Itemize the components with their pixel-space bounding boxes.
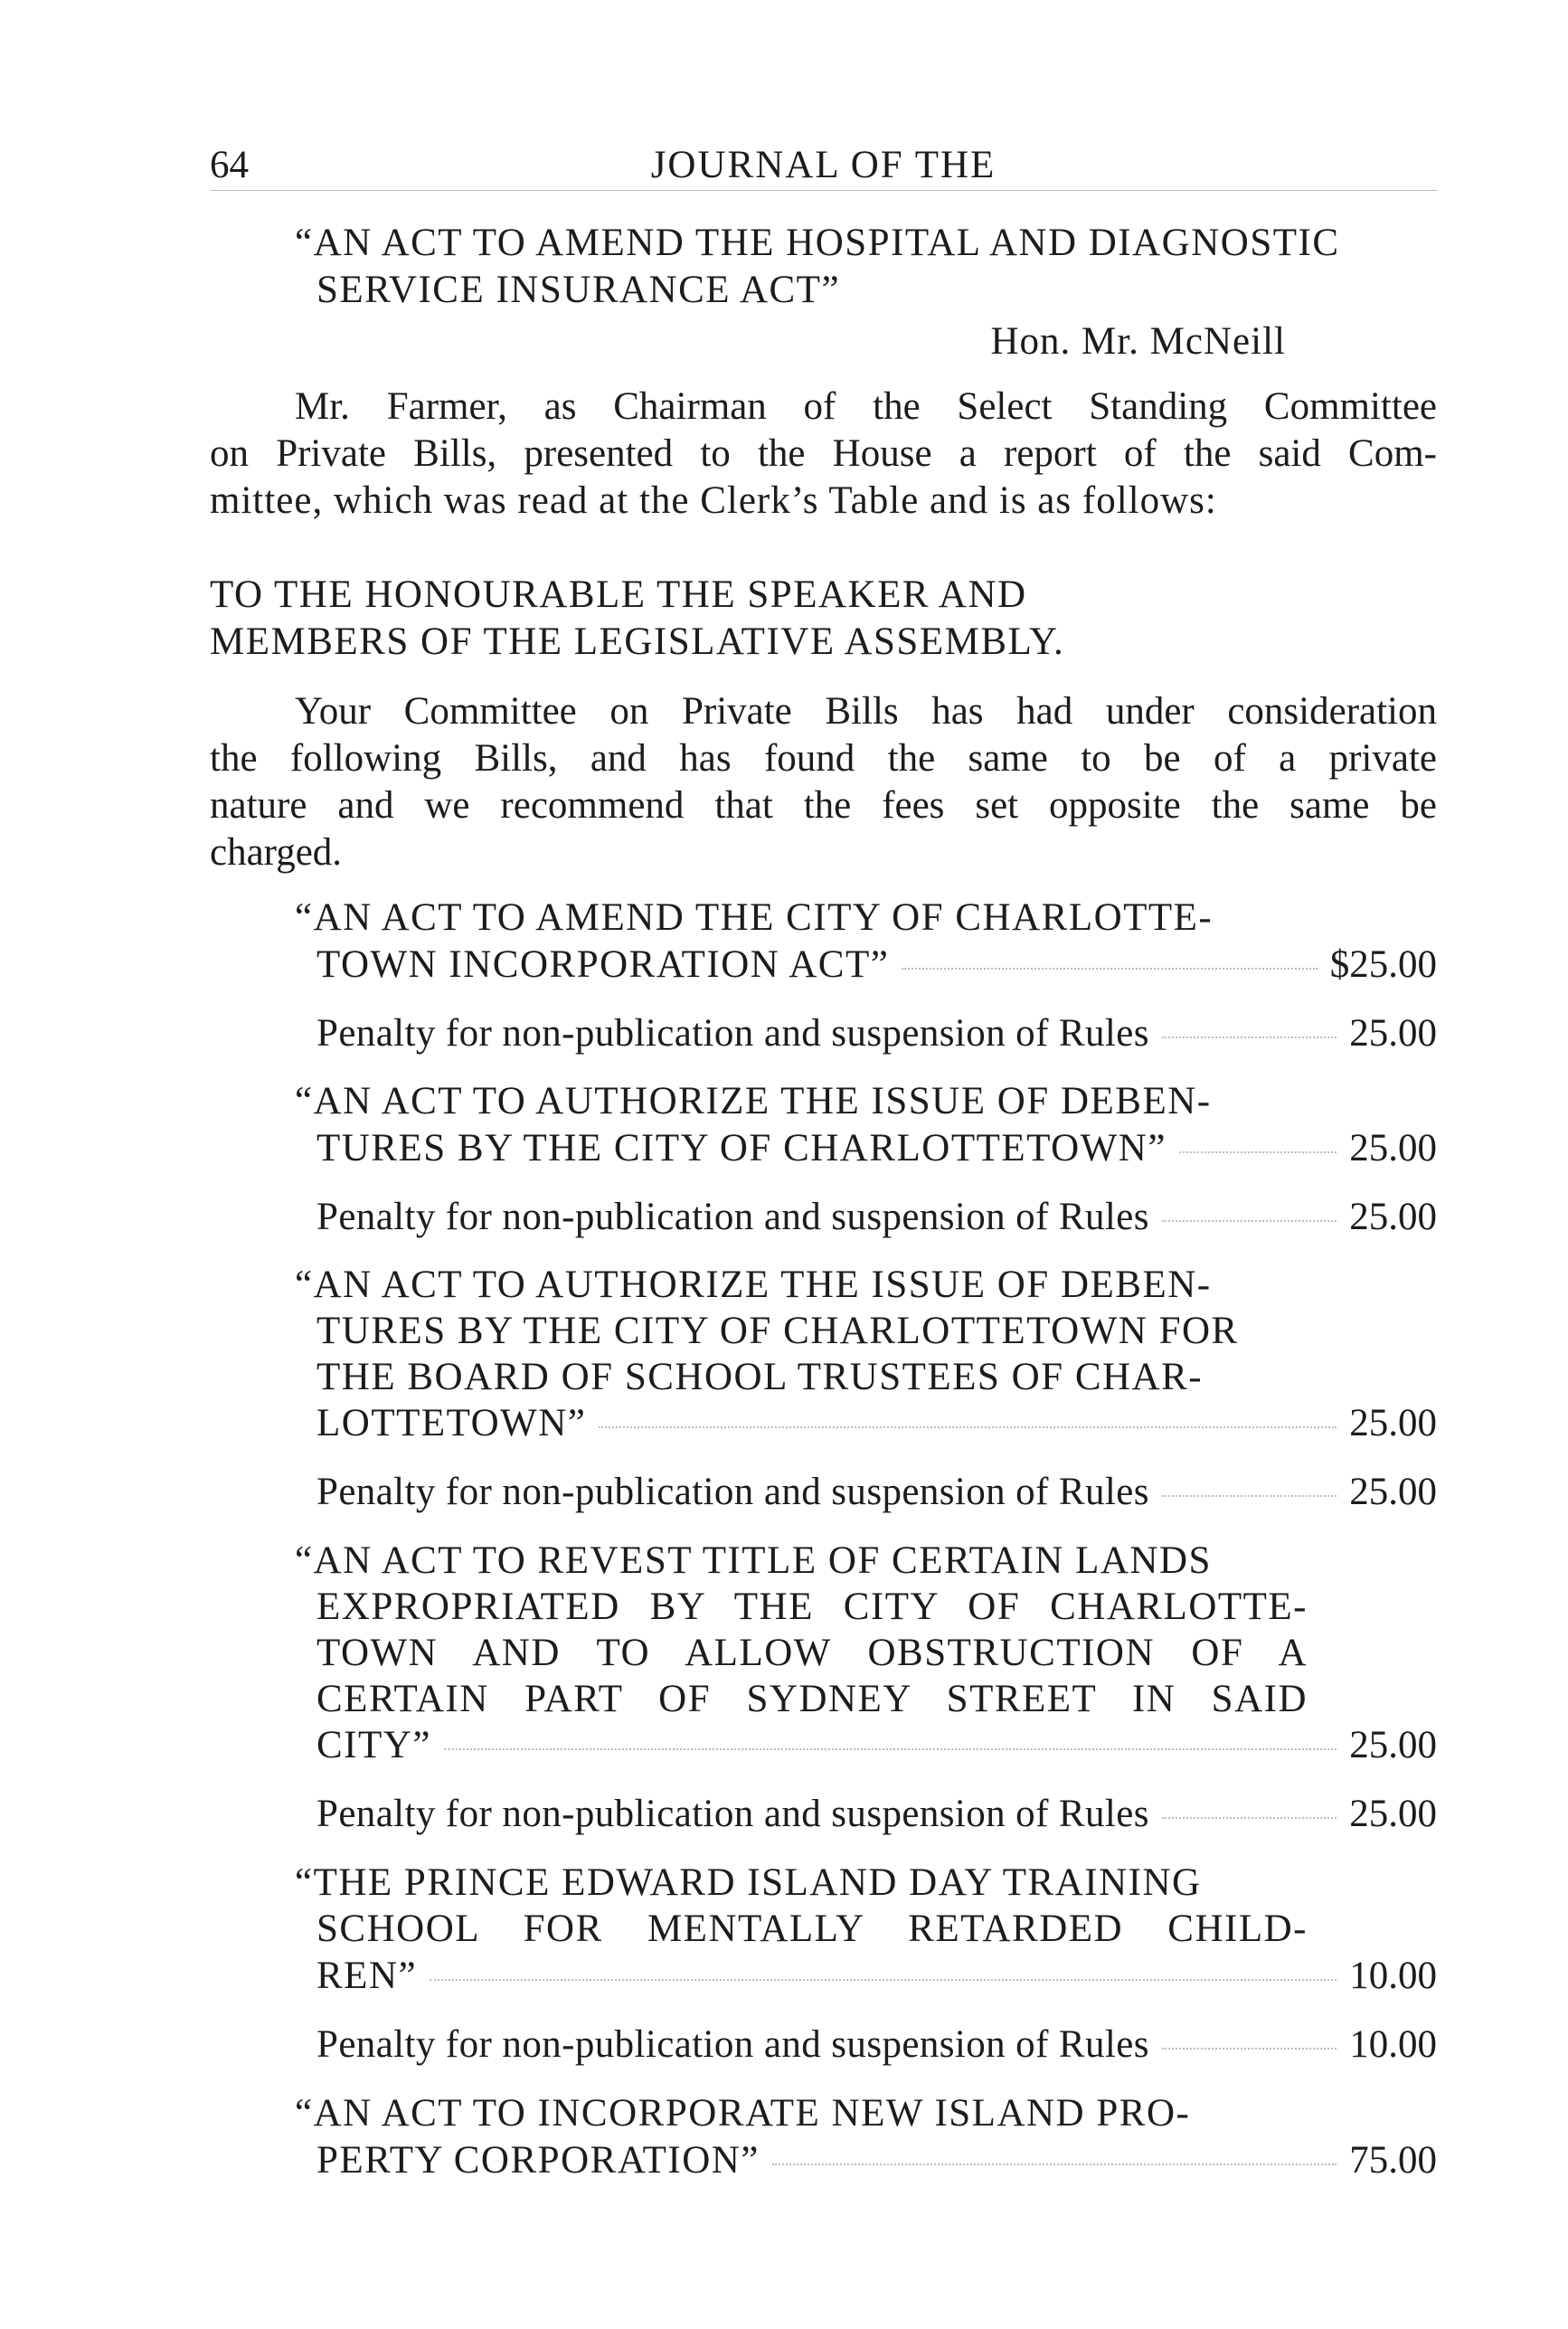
dot-leader [1162,1817,1337,1819]
bill-1-fee-row: TOWN INCORPORATION ACT” $25.00 [316,943,1437,986]
bill-2-title: “AN ACT TO AUTHORIZE THE ISSUE OF DEBEN- [295,1080,1212,1122]
opening-bill-sponsor: Hon. Mr. McNeill [990,320,1286,363]
bill-2-penalty-row: Penalty for non-publication and suspension of Rules 25.00 [316,1196,1437,1238]
bill-5-fee: 10.00 [1349,1955,1437,1997]
dot-leader [902,968,1317,970]
bill-5-fee-row: REN” 10.00 [316,1955,1437,1997]
report-line-1: Your Committee on Private Bills has had under consideration [295,690,1437,733]
bill-2-penalty-fee: 25.00 [1349,1196,1437,1238]
opening-bill-title-line-1: “AN ACT TO AMEND THE HOSPITAL AND DIAGNOSTIC [295,222,1340,264]
bill-5-penalty-fee: 10.00 [1349,2023,1437,2066]
opening-bill-title-line-2: SERVICE INSURANCE ACT” [316,269,841,311]
page-number: 64 [210,144,249,186]
dot-leader [1162,1495,1337,1497]
report-line-2: the following Bills, and has found the same to be of a private [210,737,1437,780]
dot-leader [444,1748,1337,1750]
bill-6-title: “AN ACT TO INCORPORATE NEW ISLAND PRO- [295,2092,1191,2135]
intro-line-1: Mr. Farmer, as Chairman of the Select Standing Committee [295,385,1437,428]
dot-leader [772,2163,1337,2165]
bill-6-fee: 75.00 [1349,2139,1437,2182]
dot-leader [1162,2048,1337,2050]
bill-1-penalty-row: Penalty for non-publication and suspension of Rules 25.00 [316,1012,1437,1055]
bill-4-fee-row: CITY” 25.00 [316,1724,1437,1766]
bill-4-title: “AN ACT TO REVEST TITLE OF CERTAIN LANDS EXPROPRIATED BY THE CITY OF CHARLOTTE- TOWN AND TO ALLOW OBSTRUCTION OF A CERTAIN PART OF SYDNEY STREET IN SAID [295,1539,1308,1720]
bill-4-fee: 25.00 [1349,1724,1437,1766]
bill-6-fee-row: PERTY CORPORATION” 75.00 [316,2139,1437,2182]
address-line-2: MEMBERS OF THE LEGISLATIVE ASSEMBLY. [210,620,1065,663]
bill-1-fee: $25.00 [1329,943,1437,986]
bill-2-fee-row: TURES BY THE CITY OF CHARLOTTETOWN” 25.00 [316,1127,1437,1169]
address-line-1: TO THE HONOURABLE THE SPEAKER AND [210,573,1027,616]
bill-5-penalty-row: Penalty for non-publication and suspension of Rules 10.00 [316,2023,1437,2066]
intro-line-2: on Private Bills, presented to the House a report of the said Com- [210,432,1437,475]
bill-3-penalty-row: Penalty for non-publication and suspension of Rules 25.00 [316,1471,1437,1513]
intro-line-3: mittee, which was read at the Clerk’s Table and is as follows: [210,479,1217,522]
dot-leader [1162,1220,1337,1222]
bill-5-title: “THE PRINCE EDWARD ISLAND DAY TRAINING SCHOOL FOR MENTALLY RETARDED CHILD- [295,1861,1308,1950]
report-line-3: nature and we recommend that the fees set opposite the same be [210,784,1437,827]
report-line-4: charged. [210,831,343,874]
dot-leader [430,1979,1337,1981]
running-header [210,143,1437,191]
bill-3-penalty-fee: 25.00 [1349,1471,1437,1513]
bill-4-penalty-fee: 25.00 [1349,1793,1437,1835]
dot-leader [599,1426,1337,1428]
dot-leader [1162,1037,1337,1038]
bill-1-penalty-fee: 25.00 [1349,1012,1437,1055]
bill-3-fee-row: LOTTETOWN” 25.00 [316,1402,1437,1444]
dot-leader [1179,1151,1337,1153]
bill-1-title: “AN ACT TO AMEND THE CITY OF CHARLOTTE- [295,896,1214,939]
bill-2-fee: 25.00 [1349,1127,1437,1169]
bill-3-title: “AN ACT TO AUTHORIZE THE ISSUE OF DEBEN- TURES BY THE CITY OF CHARLOTTETOWN FOR THE BOARD OF SCHOOL TRUSTEES OF CHAR- [295,1264,1239,1398]
running-title: JOURNAL OF THE [650,144,997,186]
bill-3-fee: 25.00 [1349,1402,1437,1444]
bill-4-penalty-row: Penalty for non-publication and suspension of Rules 25.00 [316,1793,1437,1835]
